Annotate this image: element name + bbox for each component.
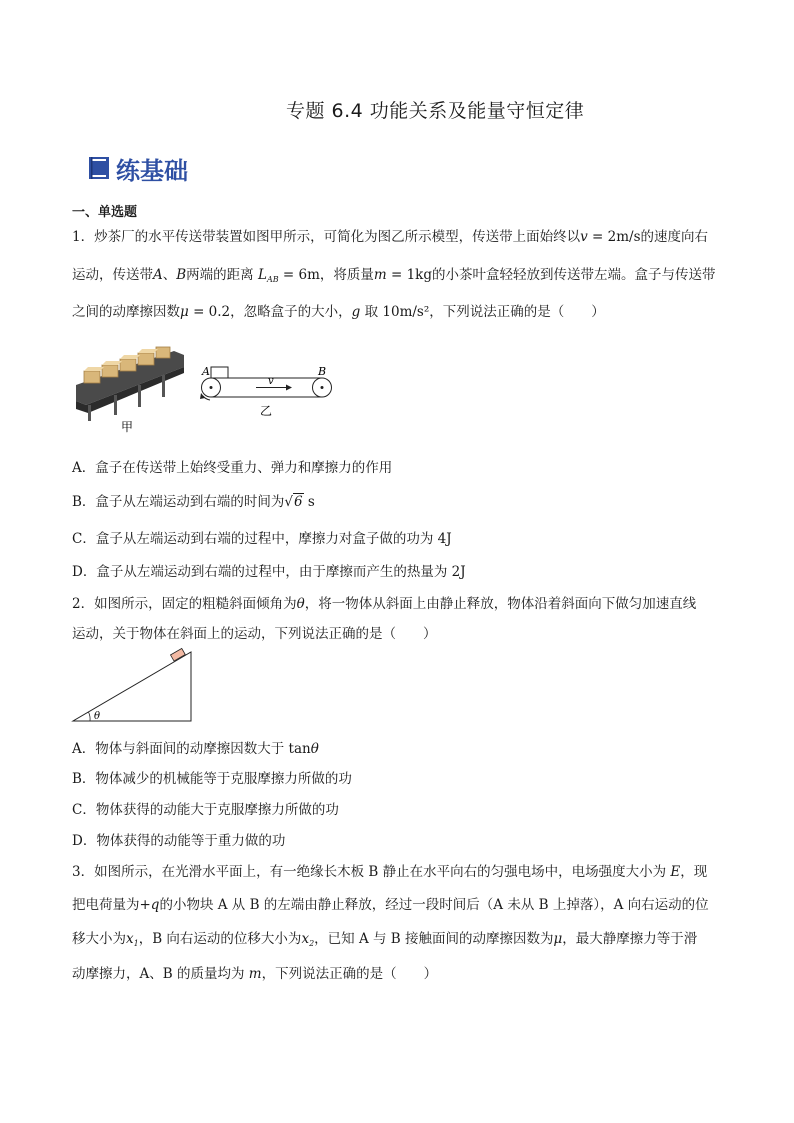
incline-theta-label: θ <box>94 711 101 722</box>
q2-option-a[interactable]: A．物体与斜面间的动摩擦因数大于 tanθ <box>72 741 319 757</box>
q3-stem-line-3: 移大小为$x_1$，B 向右运动的位移大小为$x_2$，已知 A 与 B 接触面间的动摩擦因数为μ，最大静摩擦力等于滑 <box>72 931 698 948</box>
q1-stem-line-1: 1．炒茶厂的水平传送带装置如图甲所示，可简化为图乙所示模型，传送带上面始终以v = 2m/s的速度向右 <box>72 229 708 245</box>
fig-label-a: A <box>202 365 210 378</box>
q2-stem-line-1: 2．如图所示，固定的粗糙斜面倾角为θ，将一物体从斜面上由静止释放，物体沿着斜面向下做匀加速直线 <box>72 596 697 612</box>
part-heading: 一、单选题 <box>72 205 138 220</box>
conveyor-schematic-figure <box>198 358 338 420</box>
q1-option-d[interactable]: D．盒子从左端运动到右端的过程中，由于摩擦而产生的热量为 2J <box>72 564 466 580</box>
fig-label-v: v <box>268 376 274 387</box>
fig-label-yi: 乙 <box>260 404 273 418</box>
q3-stem-line-4: 动摩擦力，A、B 的质量均为 m，下列说法正确的是（ ） <box>72 966 438 982</box>
q1-option-b[interactable]: B．盒子从左端运动到右端的时间为√6 s <box>72 494 315 510</box>
q1-stem-line-2: 运动，传送带A、B两端的距离 $L_{AB} = 6m$，将质量m = 1kg的小茶叶盒轻轻放到传送带左端。盒子与传送带 <box>72 267 716 284</box>
q3-stem-line-1: 3．如图所示，在光滑水平面上，有一绝缘长木板 B 静止在水平向右的匀强电场中，电场强度大小为 E，现 <box>72 864 708 880</box>
q1-option-a[interactable]: A．盒子在传送带上始终受重力、弹力和摩擦力的作用 <box>72 460 393 476</box>
section-label: 练基础 <box>116 156 188 185</box>
fig-label-b: B <box>318 365 327 378</box>
fig-label-jia: 甲 <box>121 420 134 434</box>
book-icon <box>88 156 110 180</box>
q2-option-c[interactable]: C．物体获得的动能大于克服摩擦力所做的功 <box>72 802 339 818</box>
q3-stem-line-2: 把电荷量为+q的小物块 A 从 B 的左端由静止释放，经过一段时间后（A 未从 B 上掉落），A 向右运动的位 <box>72 897 709 913</box>
section-banner <box>88 152 188 184</box>
incline-figure <box>70 646 196 724</box>
q1-option-c[interactable]: C．盒子从左端运动到右端的过程中，摩擦力对盒子做的功为 4J <box>72 531 452 547</box>
q2-option-d[interactable]: D．物体获得的动能等于重力做的功 <box>72 833 286 849</box>
sqrt-symbol: √6 <box>284 494 303 510</box>
q2-stem-line-2: 运动，关于物体在斜面上的运动，下列说法正确的是（ ） <box>72 626 437 642</box>
conveyor-photo-figure <box>74 333 186 435</box>
q2-option-b[interactable]: B．物体减少的机械能等于克服摩擦力所做的功 <box>72 771 352 787</box>
page-title: 专题 6.4 功能关系及能量守恒定律 <box>286 100 585 122</box>
q1-stem-line-3: 之间的动摩擦因数μ = 0.2，忽略盒子的大小，g 取 10m/s²，下列说法正确的是（ ） <box>72 304 605 320</box>
